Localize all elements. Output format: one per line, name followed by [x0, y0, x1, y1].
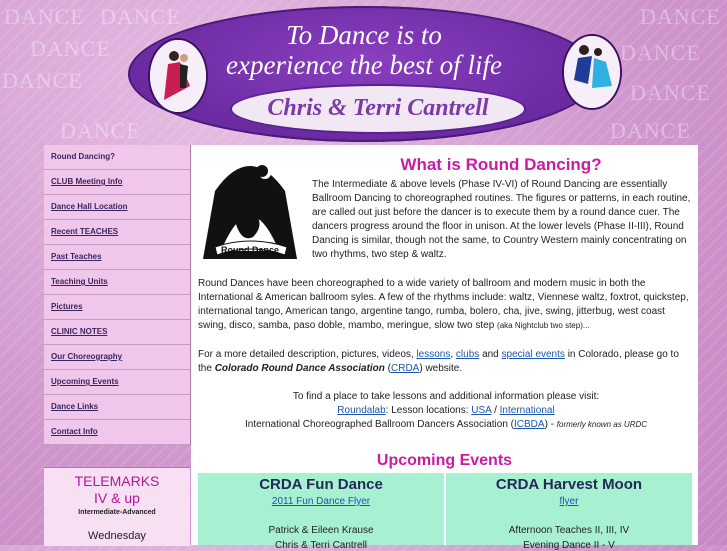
event-detail: Chris & Terri Cantrell	[274, 540, 368, 551]
rhythms-text: Round Dances have been choreographed to a wide variety of ballroom and modern music in both the International & American ballroom syles. A few of the rhythms include: waltz, Viennese waltz, foxtrot, quickstep, international tango, American tango, argentine tango, rumba, bolero, cha, jive, swing, jitterbug, west coast swing, disco, samba, paso doble, mambo, meringue, slow two step	[198, 278, 689, 331]
nav-round-dancing[interactable]: Round Dancing?	[44, 145, 190, 170]
watermark-text: DANCE	[640, 4, 721, 29]
watermark-text: DANCE	[620, 40, 701, 65]
event-flyer-link[interactable]: 2011 Fun Dance Flyer	[271, 496, 371, 507]
event-detail: Patrick & Eileen Krause	[268, 525, 374, 536]
event-detail: Evening Dance II - V	[523, 540, 615, 551]
crda-link[interactable]: CRDA	[391, 363, 420, 374]
nav-recent-teaches[interactable]: Recent TEACHES	[44, 220, 190, 245]
watermark-text: DANCE	[30, 36, 111, 61]
watermark-text: DANCE	[60, 118, 141, 143]
nav-clinic-notes[interactable]: CLINIC NOTES	[44, 320, 190, 345]
intro-paragraph: The Intermediate & above levels (Phase IV-VI) of Round Dancing are essentially Ballroom Dancing to choreographed routines. The figures or patterns, in each routine, are called out just before the dancer is to execute them by a round dance cuer. The dancers progress around the floor in unison. At the lower levels (Phase II-III), Round Dancing is similar, though not the same, to Country Western mainly concentrating on two rhythms, two step & waltz.	[312, 179, 691, 260]
lesson-locations-label: : Lesson locations:	[385, 405, 469, 416]
international-link[interactable]: International	[499, 405, 555, 416]
telemarks-day: Wednesday	[88, 530, 146, 542]
rhythms-note: (aka Nightclub two step)...	[497, 321, 590, 330]
sidebar-nav	[44, 145, 191, 445]
nav-teaching-units[interactable]: Teaching Units	[44, 270, 190, 295]
event-detail: Afternoon Teaches II, III, IV	[508, 525, 630, 536]
icbda-label-end: ) -	[544, 419, 555, 430]
round-dance-logo	[195, 151, 305, 267]
colorado-association-name: Colorado Round Dance Association	[214, 363, 385, 374]
nav-pictures[interactable]: Pictures	[44, 295, 190, 320]
header-tagline-line1: To Dance is to	[286, 20, 442, 50]
icbda-line	[198, 418, 694, 432]
telemarks-level-desc: Intermediate-Advanced	[78, 509, 156, 516]
lessons-link[interactable]: lessons	[416, 349, 451, 360]
upcoming-events-title: Upcoming Events	[376, 452, 513, 469]
usa-link[interactable]: USA	[471, 405, 492, 416]
watermark-text: DANCE	[4, 4, 85, 29]
colorado-text-after: in Colorado, please go to the	[198, 349, 679, 374]
watermark-text: DANCE	[630, 80, 711, 105]
dancing-couple-icon	[564, 36, 620, 108]
rhythms-paragraph	[198, 277, 694, 333]
find-lessons-intro: To find a place to take lessons and additional information please visit:	[292, 391, 600, 402]
watermark-text: DANCE	[2, 68, 83, 93]
nav-upcoming-events[interactable]: Upcoming Events	[44, 370, 190, 395]
nav-past-teaches[interactable]: Past Teaches	[44, 245, 190, 270]
watermark-text: DANCE	[100, 4, 181, 29]
event-name: CRDA Fun Dance	[259, 476, 383, 493]
event-card	[198, 473, 444, 551]
event-flyer-link[interactable]: flyer	[559, 496, 579, 507]
main-content	[191, 145, 698, 551]
find-lessons-section	[198, 390, 694, 432]
round-dance-logo-icon	[195, 151, 305, 267]
colorado-and: and	[482, 349, 499, 360]
telemarks-levels: IV & up	[94, 490, 140, 506]
logo-text: Round Dance	[220, 245, 280, 255]
dancing-couple-icon	[150, 40, 206, 112]
event-name: CRDA Harvest Moon	[495, 476, 643, 493]
nav-dance-links[interactable]: Dance Links	[44, 395, 190, 420]
event-card	[446, 473, 692, 551]
header-names: Chris & Terri Cantrell	[267, 95, 489, 121]
header-tagline-line2: experience the best of life	[226, 50, 502, 80]
telemarks-title: TELEMARKS	[74, 473, 160, 489]
icbda-formerly: formerly known as URDC	[556, 420, 648, 429]
icbda-label: International Choreographed Ballroom Dancers Association (	[244, 419, 514, 430]
watermark-text: DANCE	[610, 118, 691, 143]
page-title: What is Round Dancing?	[400, 155, 602, 174]
special-events-link[interactable]: special events	[501, 349, 565, 360]
nav-club-meeting-info[interactable]: CLUB Meeting Info	[44, 170, 190, 195]
dancers-photo-right	[562, 34, 622, 110]
colorado-paragraph: For a more detailed description, pictures, videos, lessons, clubs and special events in Colorado, please go to the Colorado Round Dance Association (CRDA) website.	[198, 349, 679, 374]
nav-dance-hall-location[interactable]: Dance Hall Location	[44, 195, 190, 220]
colorado-text-end: website.	[425, 363, 463, 374]
nav-contact-info[interactable]: Contact Info	[44, 420, 190, 445]
icbda-link[interactable]: ICBDA	[514, 419, 545, 430]
roundalab-line	[198, 404, 694, 418]
clubs-link[interactable]: clubs	[455, 349, 480, 360]
location-separator: /	[494, 405, 497, 416]
colorado-text-before: For a more detailed description, pictures, videos,	[198, 349, 414, 360]
nav-our-choreography[interactable]: Our Choreography	[44, 345, 190, 370]
header-names-oval	[230, 84, 526, 134]
telemarks-box	[44, 467, 190, 546]
roundalab-link[interactable]: Roundalab	[337, 405, 386, 416]
dancers-photo-left	[148, 38, 208, 114]
